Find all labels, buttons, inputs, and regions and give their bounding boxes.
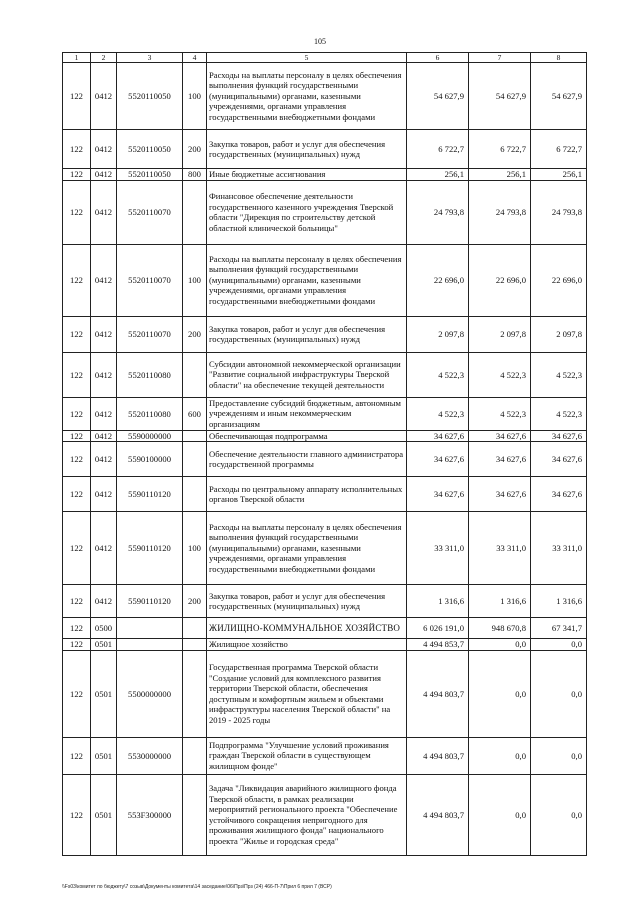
cell-c7: 0,0 [469, 639, 531, 651]
cell-c6: 34 627,6 [407, 442, 469, 477]
cell-c3 [117, 639, 183, 651]
cell-c3: 5500000000 [117, 650, 183, 737]
table-row [63, 352, 587, 397]
cell-c7: 34 627,6 [469, 430, 531, 442]
cell-c5: Жилищное хозяйство [207, 639, 407, 651]
cell-c6: 256,1 [407, 169, 469, 181]
cell-c4 [183, 639, 207, 651]
column-header: 3 [117, 53, 183, 63]
cell-c7: 0,0 [469, 650, 531, 737]
cell-c3: 5520110050 [117, 130, 183, 169]
cell-c1: 122 [63, 352, 91, 397]
cell-c5: Расходы на выплаты персоналу в целях обеспечения выполнения функций государственными (муниципальными) органами, казенными учреждениями, органами управления государственными внебюджетными фондами [207, 244, 407, 316]
cell-c8: 22 696,0 [531, 244, 587, 316]
table-row [63, 316, 587, 352]
table-row [63, 169, 587, 181]
cell-c6: 1 316,6 [407, 585, 469, 618]
table-row [63, 63, 587, 130]
cell-c4 [183, 430, 207, 442]
cell-c1: 122 [63, 430, 91, 442]
cell-c3: 5520110080 [117, 397, 183, 430]
cell-c6: 34 627,6 [407, 430, 469, 442]
cell-c2: 0412 [91, 352, 117, 397]
cell-c6: 2 097,8 [407, 316, 469, 352]
column-header: 6 [407, 53, 469, 63]
cell-c5: Предоставление субсидий бюджетным, автономным учреждениям и иным некоммерческим организациям [207, 397, 407, 430]
cell-c8: 0,0 [531, 774, 587, 855]
cell-c3: 5520110070 [117, 316, 183, 352]
cell-c7: 2 097,8 [469, 316, 531, 352]
cell-c2: 0412 [91, 512, 117, 585]
file-path-footer: \\Fs03\комитет по бюджету\7 созыв\Документы комитета\14 заседание\06\Прз\Прз (24) 466-П-7\Прил 6 прил 7 (ВСР) [62, 884, 332, 890]
cell-c3: 5590100000 [117, 442, 183, 477]
cell-c7: 0,0 [469, 737, 531, 774]
cell-c1: 122 [63, 244, 91, 316]
column-header: 1 [63, 53, 91, 63]
cell-c1: 122 [63, 180, 91, 244]
cell-c8: 54 627,9 [531, 63, 587, 130]
cell-c5: Обеспечение деятельности главного администратора государственной программы [207, 442, 407, 477]
table-row [63, 397, 587, 430]
cell-c8: 24 793,8 [531, 180, 587, 244]
cell-c2: 0412 [91, 585, 117, 618]
cell-c1: 122 [63, 316, 91, 352]
cell-c3 [117, 618, 183, 639]
cell-c6: 4 494 803,7 [407, 774, 469, 855]
cell-c7: 0,0 [469, 774, 531, 855]
table-row [63, 477, 587, 512]
cell-c4 [183, 618, 207, 639]
cell-c2: 0412 [91, 130, 117, 169]
cell-c2: 0501 [91, 650, 117, 737]
cell-c6: 6 026 191,0 [407, 618, 469, 639]
cell-c5: Государственная программа Тверской области "Создание условий для комплексного развития территории Тверской области, обеспечения доступным и комфортным жильем и объектами инфраструктуры населения Тверской области" на 2019 - 2025 годы [207, 650, 407, 737]
cell-c5: Расходы по центральному аппарату исполнительных органов Тверской области [207, 477, 407, 512]
cell-c3: 5520110050 [117, 169, 183, 181]
cell-c4 [183, 442, 207, 477]
cell-c1: 122 [63, 477, 91, 512]
cell-c1: 122 [63, 63, 91, 130]
table-row [63, 639, 587, 651]
cell-c1: 122 [63, 442, 91, 477]
cell-c1: 122 [63, 650, 91, 737]
cell-c4: 100 [183, 512, 207, 585]
cell-c2: 0412 [91, 244, 117, 316]
cell-c6: 4 494 803,7 [407, 737, 469, 774]
cell-c3: 5590110120 [117, 477, 183, 512]
cell-c5: Обеспечивающая подпрограмма [207, 430, 407, 442]
table-row [63, 180, 587, 244]
cell-c4: 100 [183, 63, 207, 130]
cell-c2: 0412 [91, 442, 117, 477]
cell-c2: 0501 [91, 774, 117, 855]
cell-c5: Расходы на выплаты персоналу в целях обеспечения выполнения функций государственными (муниципальными) органами, казенными учреждениями, органами управления государственными внебюджетными фондами [207, 63, 407, 130]
table-header-row [63, 53, 587, 63]
cell-c1: 122 [63, 585, 91, 618]
cell-c8: 67 341,7 [531, 618, 587, 639]
cell-c8: 34 627,6 [531, 477, 587, 512]
column-header: 7 [469, 53, 531, 63]
budget-table [62, 52, 587, 856]
cell-c6: 4 522,3 [407, 352, 469, 397]
cell-c7: 256,1 [469, 169, 531, 181]
cell-c7: 4 522,3 [469, 397, 531, 430]
cell-c3: 5520110070 [117, 244, 183, 316]
column-header: 5 [207, 53, 407, 63]
table-row [63, 774, 587, 855]
cell-c4: 600 [183, 397, 207, 430]
cell-c4: 200 [183, 316, 207, 352]
cell-c3: 553F300000 [117, 774, 183, 855]
cell-c8: 6 722,7 [531, 130, 587, 169]
cell-c7: 54 627,9 [469, 63, 531, 130]
table-row [63, 430, 587, 442]
cell-c6: 4 522,3 [407, 397, 469, 430]
column-header: 4 [183, 53, 207, 63]
cell-c4 [183, 737, 207, 774]
cell-c6: 24 793,8 [407, 180, 469, 244]
table-row [63, 244, 587, 316]
cell-c6: 54 627,9 [407, 63, 469, 130]
cell-c8: 4 522,3 [531, 397, 587, 430]
cell-c1: 122 [63, 169, 91, 181]
cell-c8: 0,0 [531, 639, 587, 651]
cell-c3: 5590110120 [117, 512, 183, 585]
cell-c4 [183, 650, 207, 737]
cell-c2: 0412 [91, 169, 117, 181]
cell-c7: 24 793,8 [469, 180, 531, 244]
cell-c6: 4 494 803,7 [407, 650, 469, 737]
cell-c5: Субсидии автономной некоммерческой организации "Развитие социальной инфраструктуры Тверской области" на обеспечение текущей деятельности [207, 352, 407, 397]
cell-c7: 34 627,6 [469, 477, 531, 512]
cell-c5: Задача "Ликвидация аварийного жилищного фонда Тверской области, в рамках реализации мероприятий регионального проекта "Обеспечение устойчивого сокращения непригодного для проживания жилищного фонда" национального проекта "Жилье и городская среда" [207, 774, 407, 855]
cell-c2: 0412 [91, 397, 117, 430]
cell-c5: Закупка товаров, работ и услуг для обеспечения государственных (муниципальных) нужд [207, 316, 407, 352]
cell-c3: 5520110070 [117, 180, 183, 244]
page-number: 105 [314, 37, 326, 46]
cell-c5: ЖИЛИЩНО-КОММУНАЛЬНОЕ ХОЗЯЙСТВО [207, 618, 407, 639]
cell-c7: 4 522,3 [469, 352, 531, 397]
cell-c4: 100 [183, 244, 207, 316]
table-row [63, 585, 587, 618]
cell-c8: 256,1 [531, 169, 587, 181]
cell-c7: 948 670,8 [469, 618, 531, 639]
column-header: 2 [91, 53, 117, 63]
cell-c1: 122 [63, 397, 91, 430]
cell-c8: 0,0 [531, 737, 587, 774]
cell-c4 [183, 352, 207, 397]
cell-c8: 1 316,6 [531, 585, 587, 618]
cell-c5: Иные бюджетные ассигнования [207, 169, 407, 181]
cell-c8: 34 627,6 [531, 430, 587, 442]
cell-c7: 22 696,0 [469, 244, 531, 316]
cell-c5: Закупка товаров, работ и услуг для обеспечения государственных (муниципальных) нужд [207, 130, 407, 169]
cell-c3: 5590000000 [117, 430, 183, 442]
table-row [63, 737, 587, 774]
cell-c1: 122 [63, 618, 91, 639]
cell-c8: 0,0 [531, 650, 587, 737]
cell-c2: 0412 [91, 430, 117, 442]
cell-c1: 122 [63, 639, 91, 651]
cell-c8: 2 097,8 [531, 316, 587, 352]
table-row [63, 618, 587, 639]
cell-c6: 6 722,7 [407, 130, 469, 169]
cell-c2: 0501 [91, 737, 117, 774]
cell-c4: 200 [183, 130, 207, 169]
cell-c2: 0412 [91, 180, 117, 244]
column-header: 8 [531, 53, 587, 63]
cell-c1: 122 [63, 130, 91, 169]
cell-c6: 33 311,0 [407, 512, 469, 585]
cell-c8: 33 311,0 [531, 512, 587, 585]
cell-c4: 200 [183, 585, 207, 618]
cell-c1: 122 [63, 737, 91, 774]
cell-c5: Закупка товаров, работ и услуг для обеспечения государственных (муниципальных) нужд [207, 585, 407, 618]
cell-c5: Расходы на выплаты персоналу в целях обеспечения выполнения функций государственными (муниципальными) органами, казенными учреждениями, органами управления государственными внебюджетными фондами [207, 512, 407, 585]
cell-c7: 6 722,7 [469, 130, 531, 169]
cell-c4: 800 [183, 169, 207, 181]
cell-c1: 122 [63, 512, 91, 585]
cell-c8: 4 522,3 [531, 352, 587, 397]
cell-c3: 5530000000 [117, 737, 183, 774]
cell-c1: 122 [63, 774, 91, 855]
cell-c2: 0412 [91, 477, 117, 512]
cell-c4 [183, 774, 207, 855]
cell-c3: 5520110080 [117, 352, 183, 397]
table-row [63, 512, 587, 585]
cell-c6: 22 696,0 [407, 244, 469, 316]
cell-c7: 1 316,6 [469, 585, 531, 618]
cell-c3: 5520110050 [117, 63, 183, 130]
cell-c2: 0500 [91, 618, 117, 639]
cell-c5: Финансовое обеспечение деятельности государственного казенного учреждения Тверской области "Дирекция по строительству детской областной клинической больницы" [207, 180, 407, 244]
table-row [63, 130, 587, 169]
cell-c5: Подпрограмма "Улучшение условий проживания граждан Тверской области в существующем жилищном фонде" [207, 737, 407, 774]
cell-c2: 0501 [91, 639, 117, 651]
cell-c8: 34 627,6 [531, 442, 587, 477]
cell-c3: 5590110120 [117, 585, 183, 618]
table-row [63, 442, 587, 477]
cell-c4 [183, 477, 207, 512]
table-row [63, 650, 587, 737]
cell-c4 [183, 180, 207, 244]
cell-c7: 34 627,6 [469, 442, 531, 477]
cell-c6: 34 627,6 [407, 477, 469, 512]
cell-c2: 0412 [91, 63, 117, 130]
cell-c6: 4 494 853,7 [407, 639, 469, 651]
cell-c7: 33 311,0 [469, 512, 531, 585]
cell-c2: 0412 [91, 316, 117, 352]
